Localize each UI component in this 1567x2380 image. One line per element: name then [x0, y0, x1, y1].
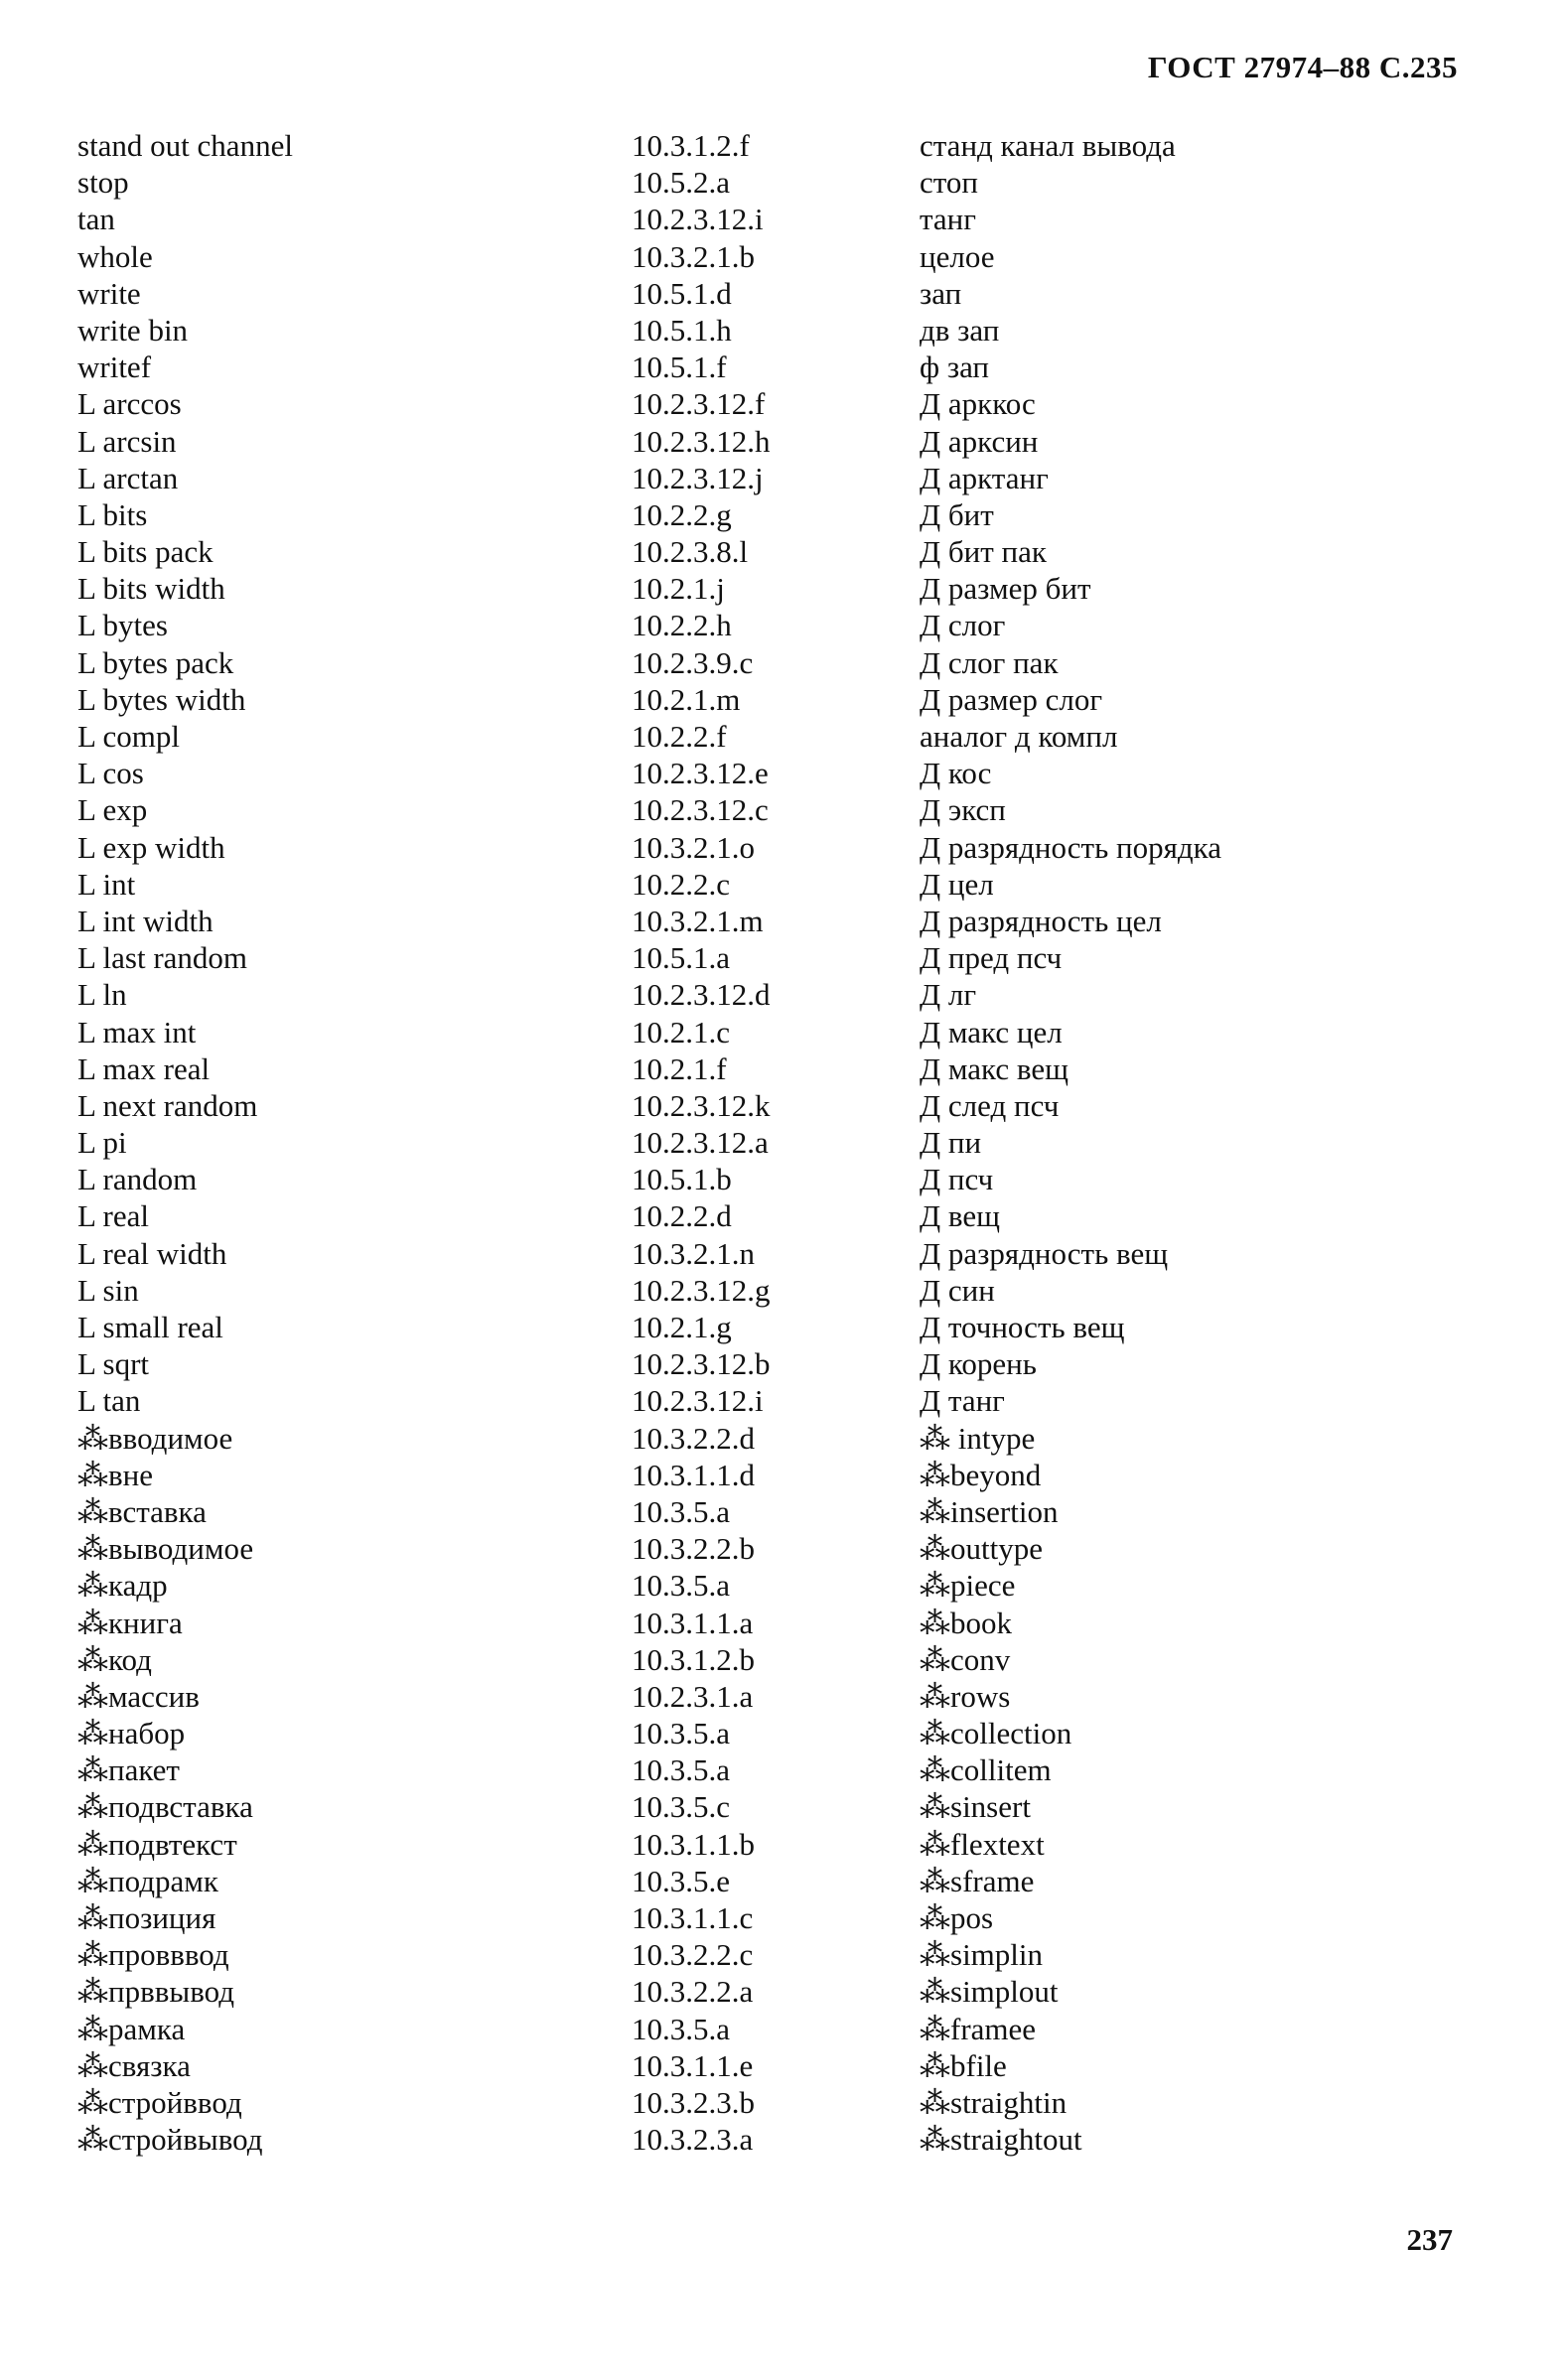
translation-cell: Д точность вещ — [920, 1310, 1125, 1344]
translation-cell: ⁂outtype — [920, 1531, 1043, 1567]
table-row — [77, 681, 1319, 718]
term-cell: L small real — [77, 1310, 223, 1344]
section-cell: 10.5.1.f — [632, 350, 727, 385]
translation-cell: ⁂collitem — [920, 1752, 1052, 1788]
term-cell: L exp — [77, 792, 148, 828]
translation-cell: ⁂conv — [920, 1641, 1011, 1677]
table-row — [77, 201, 1319, 237]
term-cell: L real width — [77, 1235, 227, 1271]
table-row — [77, 903, 1319, 939]
table-row — [77, 164, 1319, 201]
table-row — [77, 1382, 1319, 1419]
translation-cell: ⁂simplin — [920, 1937, 1044, 1973]
section-cell: 10.2.1.g — [632, 1310, 732, 1344]
term-cell: ⁂вводимое — [77, 1420, 233, 1456]
translation-cell: ⁂straightout — [920, 2122, 1082, 2158]
section-cell: 10.3.2.2.a — [632, 1974, 754, 2010]
translation-cell: Д кос — [920, 756, 992, 791]
term-cell: L real — [77, 1198, 149, 1234]
translation-cell: ⁂bfile — [920, 2047, 1007, 2083]
section-cell: 10.2.3.1.a — [632, 1678, 754, 1714]
term-cell: ⁂стройввод — [77, 2084, 242, 2120]
table-row — [77, 312, 1319, 349]
table-row — [77, 939, 1319, 976]
table-row — [77, 238, 1319, 275]
table-row — [77, 460, 1319, 496]
section-cell: 10.3.1.2.f — [632, 128, 750, 163]
table-row — [77, 1014, 1319, 1050]
section-cell: 10.3.2.1.n — [632, 1235, 755, 1271]
section-cell: 10.2.1.f — [632, 1050, 727, 1086]
section-cell: 10.2.2.h — [632, 608, 732, 643]
term-cell: L max real — [77, 1050, 211, 1086]
table-row — [77, 1530, 1319, 1567]
term-cell: L sqrt — [77, 1346, 150, 1382]
section-cell: 10.2.3.12.e — [632, 756, 769, 791]
translation-cell: станд канал вывода — [920, 128, 1176, 163]
term-cell: L arccos — [77, 386, 182, 422]
table-row — [77, 1493, 1319, 1530]
section-cell: 10.3.5.a — [632, 2011, 731, 2046]
table-row — [77, 1345, 1319, 1382]
table-row — [77, 791, 1319, 828]
table-row — [77, 1678, 1319, 1715]
translation-cell: Д слог — [920, 608, 1006, 643]
term-cell: L compl — [77, 719, 181, 754]
table-row — [77, 976, 1319, 1013]
translation-cell: Д слог пак — [920, 644, 1059, 680]
section-cell: 10.3.2.2.d — [632, 1420, 755, 1456]
term-cell: tan — [77, 202, 115, 237]
translation-cell: ⁂pos — [920, 1900, 994, 1935]
table-row — [77, 1826, 1319, 1863]
section-cell: 10.2.3.12.k — [632, 1087, 771, 1123]
section-cell: 10.5.1.h — [632, 312, 732, 348]
table-row — [77, 1457, 1319, 1493]
translation-cell: зап — [920, 275, 962, 311]
translation-cell: ⁂beyond — [920, 1457, 1042, 1492]
term-cell: whole — [77, 238, 153, 274]
term-cell: L arctan — [77, 460, 179, 495]
index-table — [77, 127, 1319, 2158]
term-cell: ⁂связка — [77, 2047, 191, 2083]
translation-cell: Д псч — [920, 1162, 994, 1197]
table-row — [77, 1715, 1319, 1751]
table-row — [77, 1863, 1319, 1899]
section-cell: 10.3.1.1.a — [632, 1605, 754, 1640]
translation-cell: танг — [920, 202, 976, 237]
table-row — [77, 2011, 1319, 2047]
term-cell: L max int — [77, 1014, 197, 1050]
translation-cell: Д разрядность цел — [920, 903, 1162, 938]
section-cell: 10.2.2.g — [632, 496, 732, 532]
translation-cell: стоп — [920, 165, 978, 201]
section-cell: 10.3.2.3.b — [632, 2084, 755, 2120]
translation-cell: ⁂sframe — [920, 1863, 1035, 1898]
section-cell: 10.2.2.f — [632, 719, 727, 754]
section-cell: 10.2.3.12.b — [632, 1346, 771, 1382]
section-cell: 10.3.5.a — [632, 1493, 731, 1529]
term-cell: ⁂стройвывод — [77, 2122, 263, 2158]
term-cell: L exp width — [77, 829, 225, 865]
section-cell: 10.5.1.d — [632, 275, 732, 311]
section-cell: 10.3.1.1.d — [632, 1457, 755, 1492]
term-cell: L bytes width — [77, 681, 246, 717]
section-cell: 10.3.1.1.c — [632, 1900, 754, 1935]
section-cell: 10.2.1.j — [632, 571, 725, 607]
section-cell: 10.3.2.1.m — [632, 903, 764, 938]
table-row — [77, 1973, 1319, 2010]
term-cell: L last random — [77, 940, 248, 976]
section-cell: 10.2.2.d — [632, 1198, 732, 1234]
table-row — [77, 1567, 1319, 1604]
table-row — [77, 2084, 1319, 2121]
table-row — [77, 533, 1319, 570]
table-row — [77, 2121, 1319, 2158]
table-row — [77, 1899, 1319, 1936]
table-row — [77, 1936, 1319, 1973]
page-number: 237 — [1406, 2222, 1453, 2257]
table-row — [77, 829, 1319, 866]
table-row — [77, 1641, 1319, 1678]
term-cell: ⁂выводимое — [77, 1531, 254, 1567]
section-cell: 10.5.1.a — [632, 940, 731, 976]
table-row — [77, 1197, 1319, 1234]
translation-cell: дв зап — [920, 312, 1000, 348]
section-cell: 10.3.2.1.o — [632, 829, 755, 865]
table-row — [77, 1605, 1319, 1641]
page-header: ГОСТ 27974–88 С.235 — [1147, 50, 1458, 84]
translation-cell: Д след псч — [920, 1087, 1060, 1123]
section-cell: 10.3.5.a — [632, 1752, 731, 1788]
section-cell: 10.3.2.1.b — [632, 238, 755, 274]
translation-cell: ⁂rows — [920, 1678, 1011, 1714]
translation-cell: Д арксин — [920, 423, 1039, 459]
translation-cell: ⁂collection — [920, 1716, 1072, 1751]
section-cell: 10.3.5.a — [632, 1716, 731, 1751]
term-cell: ⁂кадр — [77, 1568, 168, 1604]
translation-cell: Д корень — [920, 1346, 1037, 1382]
translation-cell: Д вещ — [920, 1198, 1000, 1234]
term-cell: L int — [77, 866, 136, 902]
term-cell: ⁂набор — [77, 1716, 186, 1751]
section-cell: 10.2.3.12.i — [632, 202, 764, 237]
translation-cell: ⁂flextext — [920, 1826, 1045, 1862]
table-row — [77, 385, 1319, 422]
term-cell: L pi — [77, 1125, 127, 1161]
table-row — [77, 349, 1319, 385]
table-row — [77, 755, 1319, 791]
translation-cell: Д цел — [920, 866, 994, 902]
term-cell: L bytes pack — [77, 644, 234, 680]
translation-cell: Д макс вещ — [920, 1050, 1068, 1086]
term-cell: ⁂прввывод — [77, 1974, 234, 2010]
term-cell: L random — [77, 1162, 198, 1197]
table-row — [77, 1124, 1319, 1161]
table-row — [77, 1788, 1319, 1825]
translation-cell: Д макс цел — [920, 1014, 1063, 1050]
translation-cell: Д пред псч — [920, 940, 1063, 976]
translation-cell: Д размер бит — [920, 571, 1091, 607]
table-row — [77, 275, 1319, 312]
table-row — [77, 866, 1319, 903]
section-cell: 10.3.1.1.e — [632, 2047, 754, 2083]
table-row — [77, 1751, 1319, 1788]
term-cell: ⁂подвставка — [77, 1789, 253, 1825]
table-row — [77, 423, 1319, 460]
translation-cell: ⁂framee — [920, 2011, 1037, 2046]
term-cell: L bytes — [77, 608, 168, 643]
section-cell: 10.3.2.2.b — [632, 1531, 755, 1567]
term-cell: ⁂книга — [77, 1605, 183, 1640]
table-row — [77, 1309, 1319, 1345]
table-row — [77, 1420, 1319, 1457]
section-cell: 10.3.1.1.b — [632, 1826, 755, 1862]
section-cell: 10.5.1.b — [632, 1162, 732, 1197]
term-cell: stop — [77, 165, 129, 201]
table-row — [77, 644, 1319, 681]
translation-cell: Д размер слог — [920, 681, 1103, 717]
section-cell: 10.3.1.2.b — [632, 1641, 755, 1677]
term-cell: ⁂массив — [77, 1678, 200, 1714]
translation-cell: Д лг — [920, 977, 977, 1013]
term-cell: ⁂код — [77, 1641, 152, 1677]
translation-cell: Д бит — [920, 496, 994, 532]
section-cell: 10.2.3.9.c — [632, 644, 754, 680]
section-cell: 10.2.3.12.g — [632, 1272, 771, 1308]
term-cell: L cos — [77, 756, 144, 791]
term-cell: L bits — [77, 496, 148, 532]
translation-cell: Д эксп — [920, 792, 1006, 828]
term-cell: ⁂позиция — [77, 1900, 216, 1935]
table-row — [77, 1235, 1319, 1272]
table-row — [77, 2047, 1319, 2084]
translation-cell: ⁂simplout — [920, 1974, 1059, 2010]
translation-cell: ⁂sinsert — [920, 1789, 1031, 1825]
section-cell: 10.2.3.12.j — [632, 460, 764, 495]
translation-cell: Д син — [920, 1272, 995, 1308]
term-cell: L tan — [77, 1383, 141, 1419]
term-cell: L next random — [77, 1087, 258, 1123]
term-cell: L bits width — [77, 571, 225, 607]
term-cell: write bin — [77, 312, 189, 348]
section-cell: 10.2.1.m — [632, 681, 741, 717]
translation-cell: Д арккос — [920, 386, 1036, 422]
translation-cell: целое — [920, 238, 995, 274]
section-cell: 10.2.3.12.f — [632, 386, 766, 422]
term-cell: stand out channel — [77, 128, 293, 163]
term-cell: L ln — [77, 977, 127, 1013]
table-row — [77, 496, 1319, 533]
section-cell: 10.3.5.c — [632, 1789, 731, 1825]
translation-cell: ⁂book — [920, 1605, 1012, 1640]
section-cell: 10.2.3.12.a — [632, 1125, 769, 1161]
section-cell: 10.2.3.12.c — [632, 792, 769, 828]
term-cell: write — [77, 275, 141, 311]
translation-cell: Д пи — [920, 1125, 982, 1161]
term-cell: L sin — [77, 1272, 139, 1308]
term-cell: L arcsin — [77, 423, 177, 459]
translation-cell: Д разрядность порядка — [920, 829, 1221, 865]
translation-cell: Д бит пак — [920, 534, 1047, 570]
translation-cell: ⁂ intype — [920, 1420, 1036, 1456]
table-row — [77, 718, 1319, 755]
section-cell: 10.3.5.e — [632, 1863, 731, 1898]
table-row — [77, 1161, 1319, 1197]
section-cell: 10.3.2.2.c — [632, 1937, 754, 1973]
term-cell: ⁂рамка — [77, 2011, 186, 2046]
term-cell: ⁂вне — [77, 1457, 153, 1492]
section-cell: 10.3.2.3.a — [632, 2122, 754, 2158]
section-cell: 10.3.5.a — [632, 1568, 731, 1604]
table-row — [77, 607, 1319, 643]
translation-cell: Д арктанг — [920, 460, 1049, 495]
section-cell: 10.2.3.8.l — [632, 534, 749, 570]
table-row — [77, 1272, 1319, 1309]
translation-cell: ⁂straightin — [920, 2084, 1068, 2120]
term-cell: L int width — [77, 903, 214, 938]
table-row — [77, 1050, 1319, 1087]
term-cell: L bits pack — [77, 534, 214, 570]
section-cell: 10.2.1.c — [632, 1014, 731, 1050]
table-row — [77, 570, 1319, 607]
term-cell: ⁂подвтекст — [77, 1826, 237, 1862]
term-cell: ⁂вставка — [77, 1493, 207, 1529]
translation-cell: аналог д компл — [920, 719, 1118, 754]
term-cell: writef — [77, 350, 152, 385]
section-cell: 10.2.3.12.i — [632, 1383, 764, 1419]
term-cell: ⁂пакет — [77, 1752, 180, 1788]
term-cell: ⁂подрамк — [77, 1863, 218, 1898]
section-cell: 10.2.2.c — [632, 866, 731, 902]
table-row — [77, 1087, 1319, 1124]
section-cell: 10.5.2.a — [632, 165, 731, 201]
translation-cell: ⁂insertion — [920, 1493, 1059, 1529]
translation-cell: ⁂piece — [920, 1568, 1016, 1604]
section-cell: 10.2.3.12.d — [632, 977, 771, 1013]
translation-cell: ф зап — [920, 350, 990, 385]
translation-cell: Д танг — [920, 1383, 1005, 1419]
table-row — [77, 127, 1319, 164]
term-cell: ⁂провввод — [77, 1937, 229, 1973]
section-cell: 10.2.3.12.h — [632, 423, 771, 459]
translation-cell: Д разрядность вещ — [920, 1235, 1169, 1271]
